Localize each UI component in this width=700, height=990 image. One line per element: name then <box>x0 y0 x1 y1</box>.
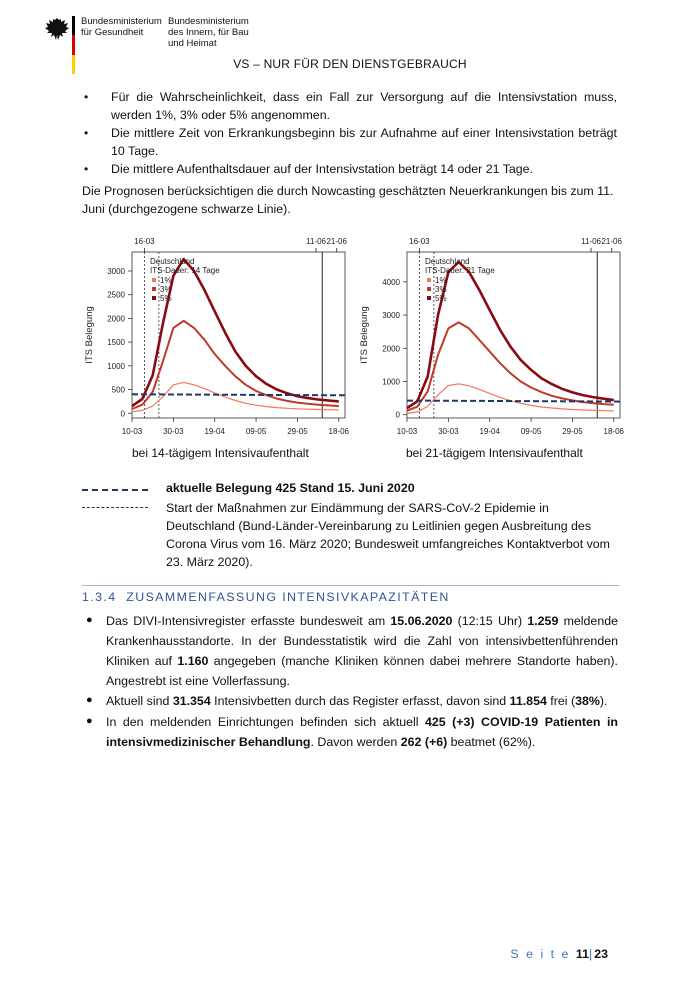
b2-pre: Aktuell sind <box>106 694 173 708</box>
legend-swatch <box>152 287 156 291</box>
b3-mid: . Davon werden <box>310 735 401 749</box>
ministry-interior-line: Bundesministerium <box>168 16 249 27</box>
y-tick-label: 0 <box>120 409 125 419</box>
y-tick-label: 2000 <box>107 314 125 324</box>
y-tick-label: 2000 <box>382 344 400 354</box>
bullet-dot: ● <box>86 694 93 706</box>
summary-bullet-patients <box>106 712 618 752</box>
legend-entry: 3% <box>435 285 447 294</box>
top-marker-label: 21-06 <box>326 237 347 246</box>
federal-eagle-icon <box>44 16 70 42</box>
legend-entry: 1% <box>160 276 172 285</box>
x-tick-label: 29-05 <box>562 427 583 436</box>
assumption-bullet <box>111 124 617 160</box>
b2-beds: 31.354 <box>172 694 211 708</box>
assumption-bullet <box>111 160 617 178</box>
b2-mid: Intensivbetten durch das Register erfasst, davon sind <box>210 694 510 708</box>
section-number: 1.3.4 <box>82 590 117 604</box>
y-tick-label: 4000 <box>382 277 400 287</box>
b1-post: angegeben (manche Kliniken können dabei mehrere Standorte haben). Angestrebt ist eine Vollerfassung. <box>106 654 618 688</box>
y-tick-label: 1000 <box>107 361 125 371</box>
chart-21-days <box>355 232 625 444</box>
legend-blue-dash <box>82 489 148 491</box>
b2-pct: 38% <box>575 694 600 708</box>
legend-swatch <box>152 278 156 282</box>
bullet-symbol: • <box>84 90 89 104</box>
x-tick-label: 18-06 <box>603 427 625 436</box>
legend-measures-start: Start der Maßnahmen zur Eindämmung der SARS-CoV-2 Epidemie in Deutschland (Bund-Länder-Vereinbarung zu Leitlinien gegen Ausbreitung des Corona Virus vom 16. März 2020; Bundesweit umfangreiches Kontaktverbot vom 23. März 2020). <box>166 501 610 569</box>
legend-subtitle: ITS-Dauer: 21 Tage <box>425 266 495 275</box>
b2-free: 11.854 <box>509 694 547 708</box>
chart-21-caption: bei 21-tägigem Intensivaufenthalt <box>406 446 583 460</box>
flag-red <box>72 35 75 54</box>
x-tick-label: 10-03 <box>396 427 418 436</box>
bullet-text: Die mittlere Zeit von Erkrankungsbeginn bis zur Aufnahme auf einer Intensivstation beträgt 10 Tage. <box>111 126 617 158</box>
section-title: ZUSAMMENFASSUNG INTENSIVKAPAZITÄTEN <box>126 590 450 604</box>
x-tick-label: 09-05 <box>245 427 267 436</box>
chart-14-svg <box>80 232 350 444</box>
ministry-interior-line: des Innern, für Bau <box>168 27 249 38</box>
x-tick-label: 30-03 <box>163 427 184 436</box>
b1-mid: meldende Krankenhausstandorte. In der Bundesstatistik wird die Zahl von intensivbettenführenden Kliniken auf <box>106 614 618 668</box>
legend-entry: 1% <box>435 276 447 285</box>
top-marker-label: 11-06 <box>306 237 326 246</box>
flag-black <box>72 16 75 35</box>
legend-swatch <box>152 296 156 300</box>
b1-count: 1.259 <box>527 614 559 628</box>
top-marker-label: 11-06 <box>581 237 601 246</box>
footer-total: 23 <box>594 947 608 961</box>
x-tick-label: 29-05 <box>287 427 308 436</box>
y-tick-label: 1000 <box>382 377 400 387</box>
chart-14-days <box>80 232 350 444</box>
section-heading <box>82 590 450 604</box>
legend-current-occupancy: aktuelle Belegung 425 Stand 15. Juni 2020 <box>166 481 415 495</box>
bullet-symbol: • <box>84 162 89 176</box>
footer-sep: | <box>588 947 595 961</box>
x-tick-label: 19-04 <box>204 427 225 436</box>
chart-21-svg <box>355 232 625 444</box>
b2-mid2: frei ( <box>546 694 576 708</box>
classification-label: VS – NUR FÜR DEN DIENSTGEBRAUCH <box>233 57 467 71</box>
x-tick-label: 09-05 <box>520 427 542 436</box>
bullet-text: Für die Wahrscheinlichkeit, dass ein Fall zur Versorgung auf die Intensivstation muss, werden 1%, 3% oder 5% angenommen. <box>111 90 617 122</box>
x-tick-label: 30-03 <box>438 427 459 436</box>
x-tick-label: 10-03 <box>121 427 143 436</box>
legend-swatch <box>427 296 431 300</box>
b3-pre: In den meldenden Einrichtungen befinden sich aktuell <box>106 715 425 729</box>
bullet-dot: ● <box>86 715 93 727</box>
y-axis-label: ITS Belegung <box>359 306 370 364</box>
legend-title: Deutschland <box>425 257 470 266</box>
bullet-text: Die mittlere Aufenthaltsdauer auf der Intensivstation beträgt 14 oder 21 Tage. <box>111 162 534 176</box>
legend-entry: 5% <box>160 294 172 303</box>
series-line-3pct <box>407 322 614 410</box>
y-axis-label: ITS Belegung <box>84 306 95 364</box>
y-tick-label: 500 <box>111 385 125 395</box>
y-tick-label: 3000 <box>382 311 400 321</box>
b1-pre: Das DIVI-Intensivregister erfasste bundesweit am <box>106 614 391 628</box>
page-footer <box>510 947 608 961</box>
legend-swatch <box>427 278 431 282</box>
x-tick-label: 18-06 <box>328 427 350 436</box>
series-line-1pct <box>407 384 614 414</box>
b3-post: beatmet (62%). <box>447 735 536 749</box>
section-divider <box>82 585 619 586</box>
top-marker-label: 21-06 <box>601 237 622 246</box>
y-tick-label: 0 <box>395 410 400 420</box>
top-marker-label: 16-03 <box>134 237 155 246</box>
b2-post: ). <box>599 694 608 708</box>
bullet-dot: ● <box>86 614 93 626</box>
assumption-bullet <box>111 88 617 124</box>
ministry-health-line: Bundesministerium <box>81 16 162 27</box>
ministry-interior-logo <box>168 16 249 49</box>
b1-count2: 1.160 <box>177 654 209 668</box>
footer-label: S e i t e <box>510 947 576 961</box>
footer-page: 11 <box>575 947 589 961</box>
bullet-symbol: • <box>84 126 89 140</box>
summary-bullet-beds <box>106 691 618 711</box>
y-tick-label: 1500 <box>107 338 125 348</box>
b3-bold: 425 (+3) COVID-19 Patienten in intensivmedizinischer Behandlung <box>106 715 618 749</box>
y-tick-label: 2500 <box>107 290 125 300</box>
current-occupancy-line <box>132 394 345 395</box>
x-tick-label: 19-04 <box>479 427 500 436</box>
b1-time: (12:15 Uhr) <box>452 614 528 628</box>
legend-subtitle: ITS-Dauer: 14 Tage <box>150 266 220 275</box>
y-tick-label: 3000 <box>107 266 125 276</box>
chart-14-caption: bei 14-tägigem Intensivaufenthalt <box>132 446 309 460</box>
legend-black-dash <box>82 507 148 508</box>
b3-vent: 262 (+6) <box>400 735 448 749</box>
legend-entry: 5% <box>435 294 447 303</box>
b1-date: 15.06.2020 <box>390 614 453 628</box>
top-marker-label: 16-03 <box>409 237 430 246</box>
legend-title: Deutschland <box>150 257 195 266</box>
ministry-health-line: für Gesundheit <box>81 27 144 38</box>
legend-entry: 3% <box>160 285 172 294</box>
legend-swatch <box>427 287 431 291</box>
ministry-health-logo <box>81 16 162 38</box>
ministry-interior-line: und Heimat <box>168 38 217 49</box>
prognosis-paragraph: Die Prognosen berücksichtigen die durch Nowcasting geschätzten Neuerkrankungen bis zum 11. Juni (durchgezogene schwarze Linie). <box>82 184 614 216</box>
summary-bullet-register <box>106 611 618 691</box>
